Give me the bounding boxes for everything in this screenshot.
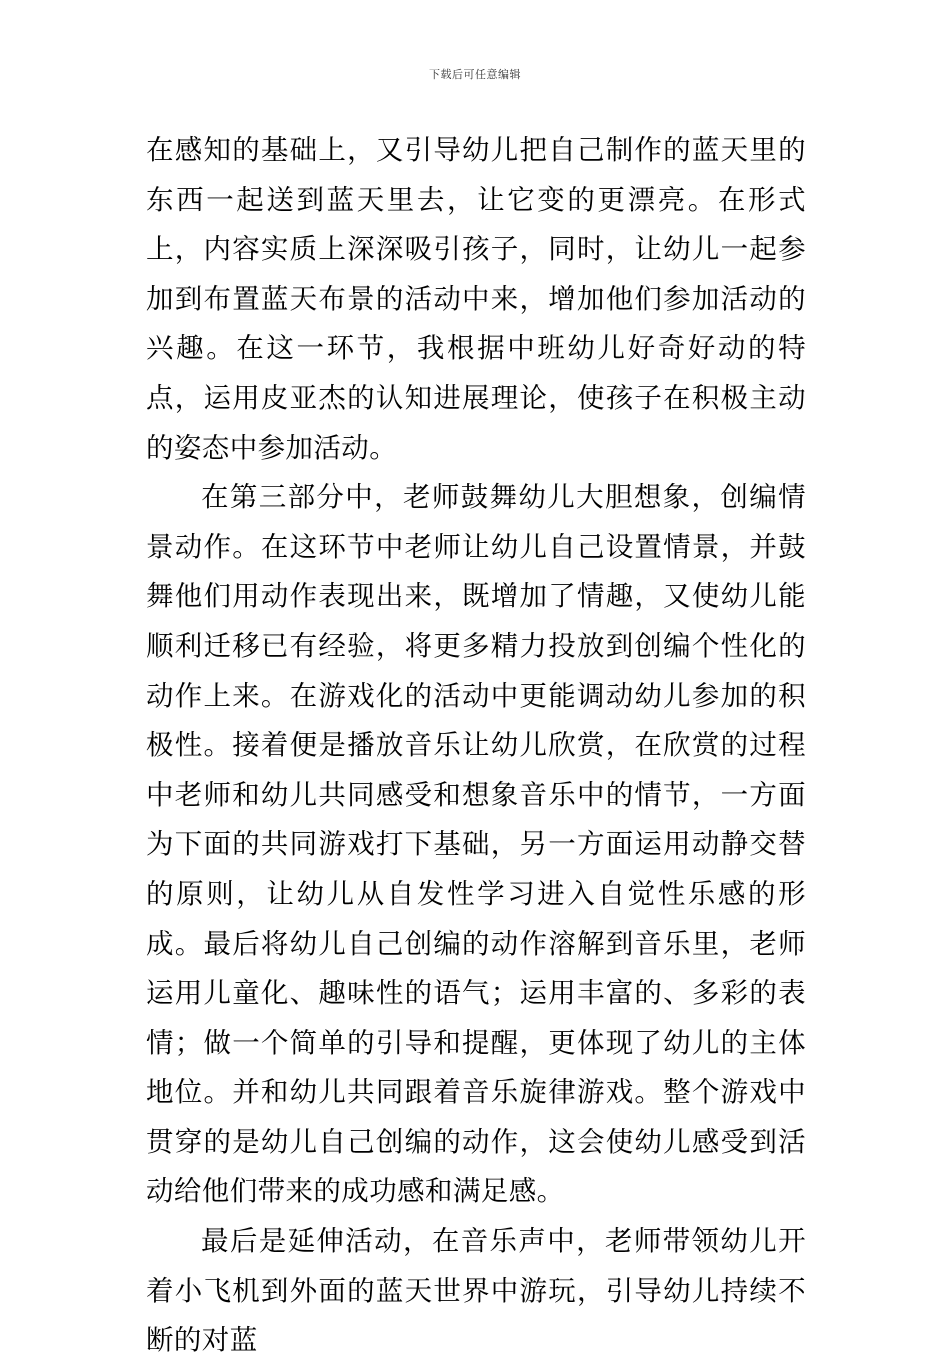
- document-body: [146, 126, 806, 1366]
- paragraph-1: 在感知的基础上，又引导幼儿把自己制作的蓝天里的东西一起送到蓝天里去，让它变的更漂亮。在形式上，内容实质上深深吸引孩子，同时，让幼儿一起参加到布置蓝天布景的活动中来，增加他们参加活动的兴趣。在这一环节，我根据中班幼儿好奇好动的特点，运用皮亚杰的认知进展理论，使孩子在积极主动的姿态中参加活动。: [146, 134, 806, 464]
- paragraph-3: 最后是延伸活动，在音乐声中，老师带领幼儿开着小飞机到外面的蓝天世界中游玩，引导幼儿持续不断的对蓝: [146, 1225, 806, 1357]
- page-header: 下载后可任意编辑: [429, 68, 521, 81]
- paragraph-2: 在第三部分中，老师鼓舞幼儿大胆想象，创编情景动作。在这环节中老师让幼儿自己设置情景，并鼓舞他们用动作表现出来，既增加了情趣，又使幼儿能顺利迁移已有经验，将更多精力投放到创编个性化的动作上来。在游戏化的活动中更能调动幼儿参加的积极性。接着便是播放音乐让幼儿欣赏，在欣赏的过程中老师和幼儿共同感受和想象音乐中的情节，一方面为下面的共同游戏打下基础，另一方面运用动静交替的原则，让幼儿从自发性学习进入自觉性乐感的形成。最后将幼儿自己创编的动作溶解到音乐里，老师运用儿童化、趣味性的语气；运用丰富的、多彩的表情；做一个简单的引导和提醒，更体现了幼儿的主体地位。并和幼儿共同跟着音乐旋律游戏。整个游戏中贯穿的是幼儿自己创编的动作，这会使幼儿感受到活动给他们带来的成功感和满足感。: [146, 481, 806, 1208]
